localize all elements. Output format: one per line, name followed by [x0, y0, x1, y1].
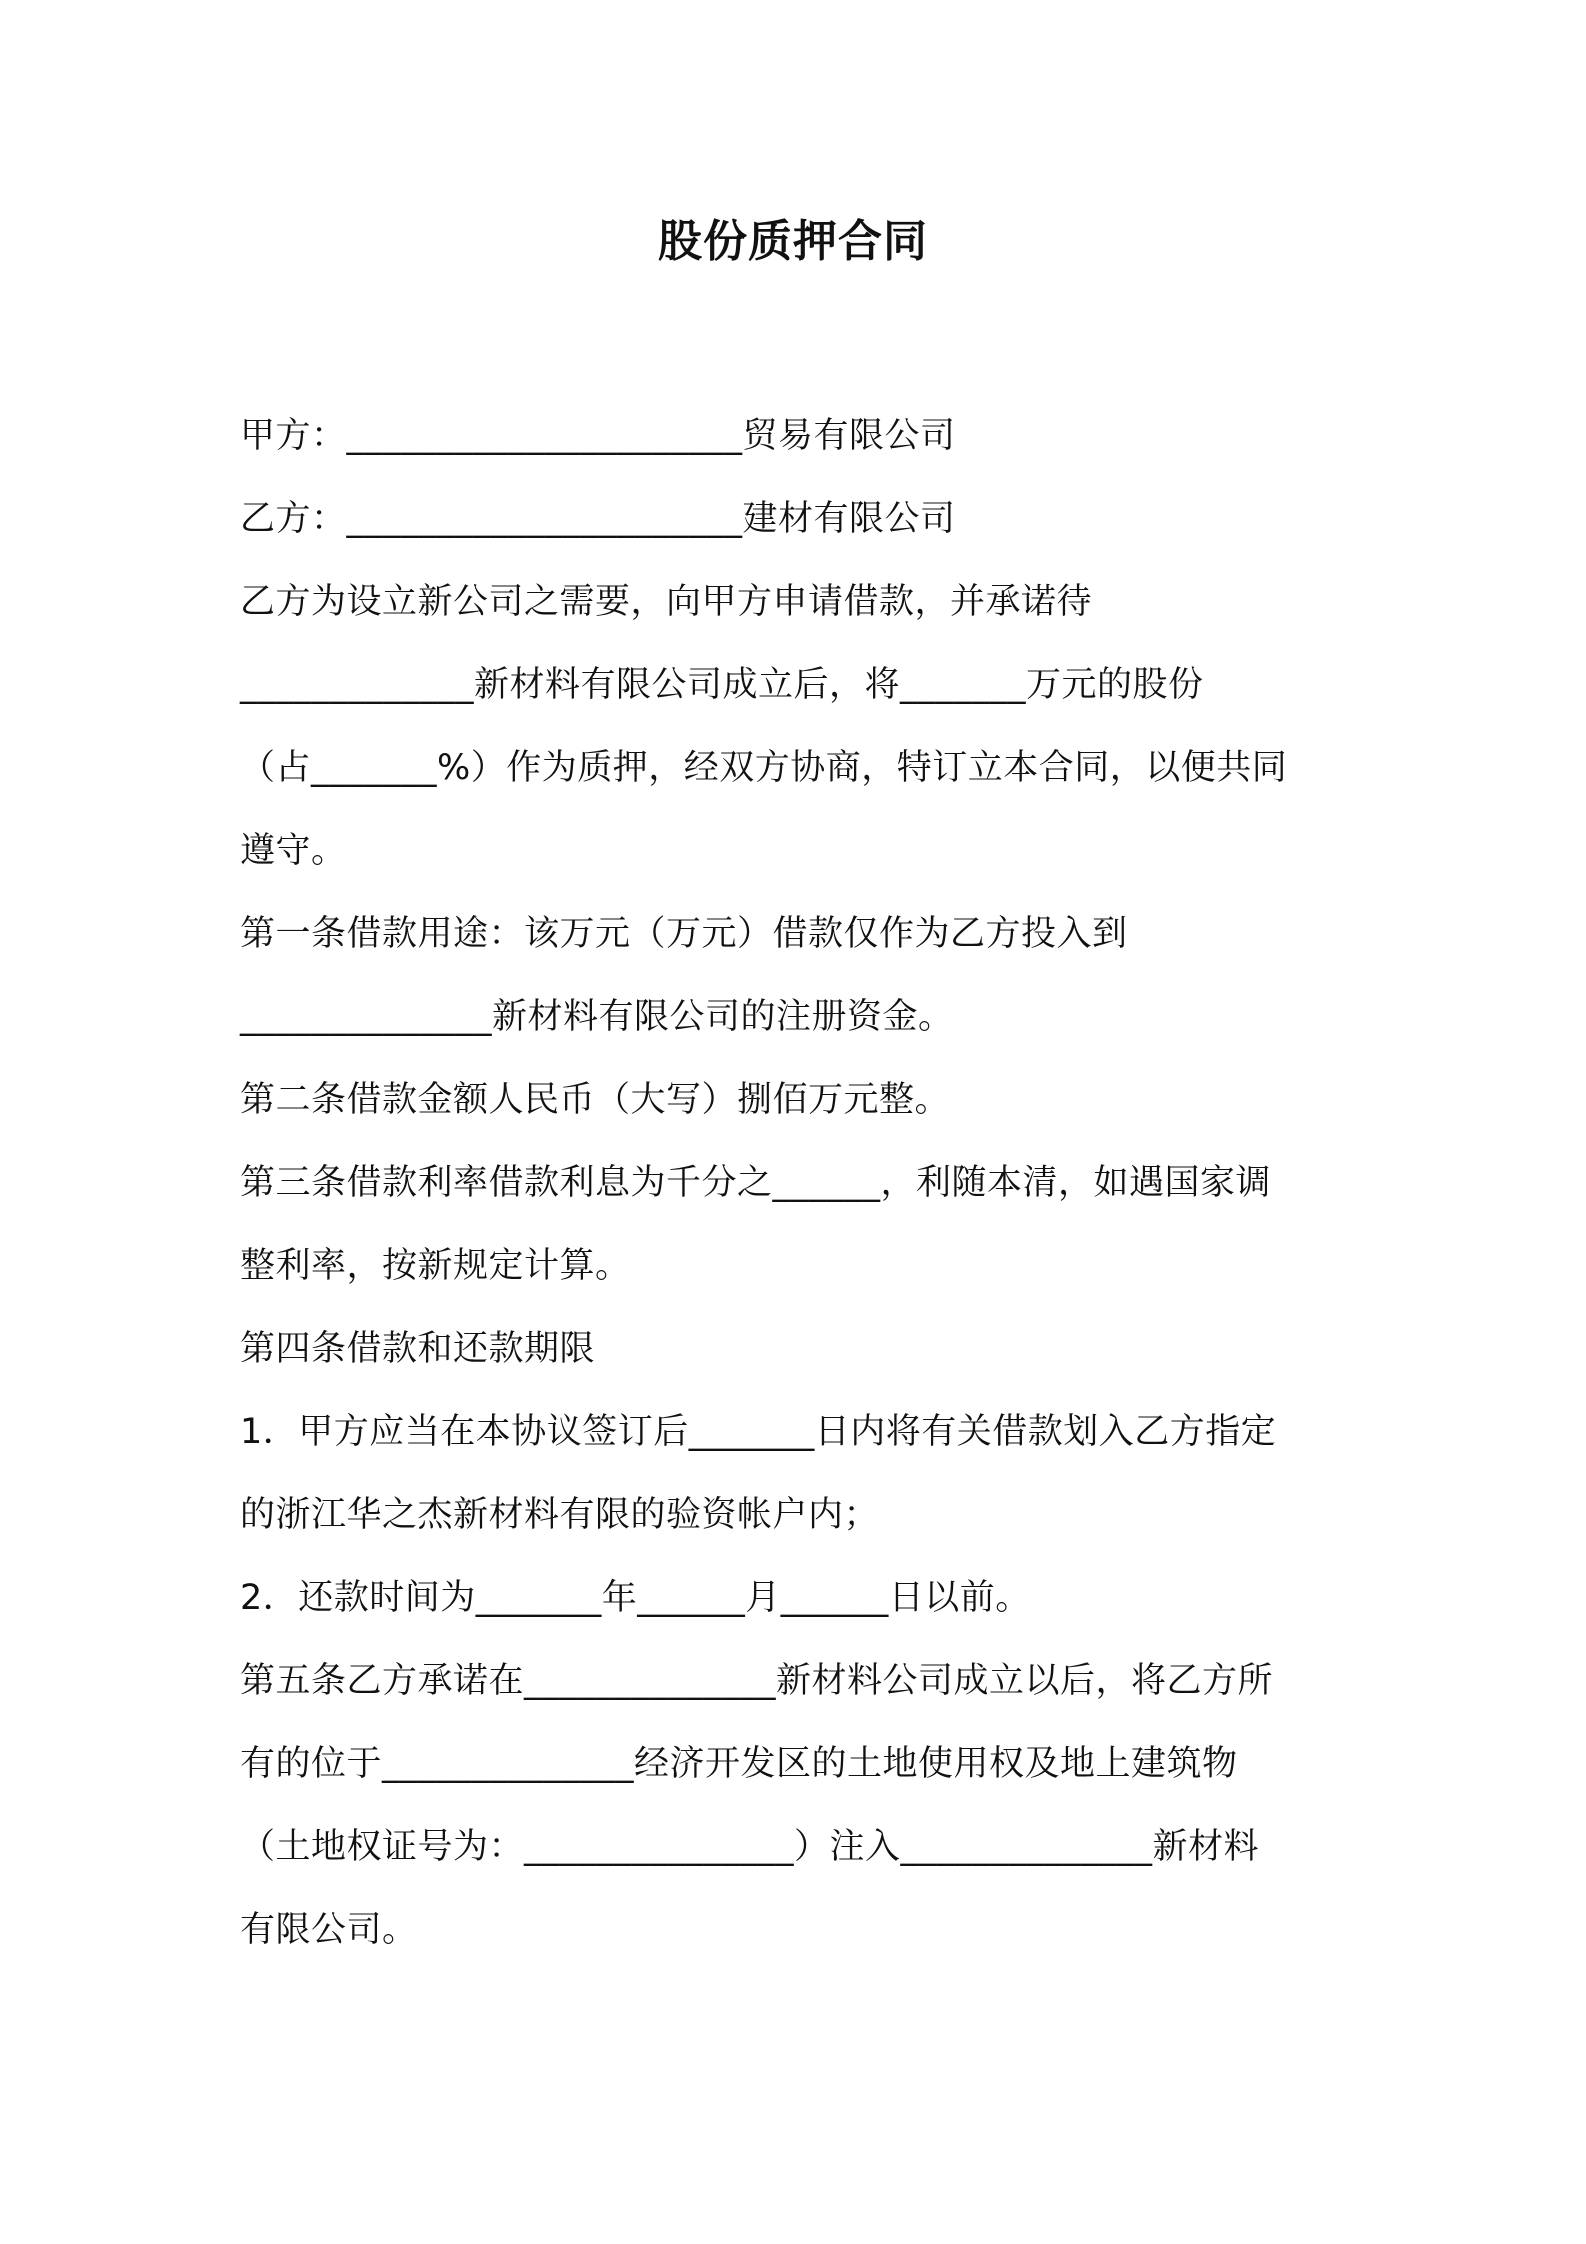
article-4-item-1-line-1: 1．甲方应当在本协议签订后_______日内将有关借款划入乙方指定 — [240, 1412, 1277, 1452]
article-1-line-1: 第一条借款用途：该万元（万元）借款仅作为乙方投入到 — [240, 914, 1128, 954]
article-5-line-1: 第五条乙方承诺在______________新材料公司成立以后，将乙方所 — [240, 1661, 1274, 1701]
article-2-line: 第二条借款金额人民币（大写）捌佰万元整。 — [240, 1080, 951, 1120]
article-4-item-2-line: 2．还款时间为_______年______月______日以前。 — [240, 1578, 1031, 1618]
party-a-line: 甲方：______________________贸易有限公司 — [240, 416, 956, 456]
article-4-item-1-line-2: 的浙江华之杰新材料有限的验资帐户内； — [240, 1495, 880, 1535]
preamble-line-2: _____________新材料有限公司成立后，将_______万元的股份 — [240, 665, 1204, 705]
preamble-line-3: （占_______%）作为质押，经双方协商，特订立本合同，以便共同 — [240, 748, 1288, 788]
article-5-line-3: （土地权证号为：_______________）注入______________新材料 — [240, 1827, 1260, 1867]
preamble-line-4: 遵守。 — [240, 831, 347, 871]
article-3-line-2: 整利率，按新规定计算。 — [240, 1246, 631, 1286]
article-5-line-4: 有限公司。 — [240, 1910, 418, 1950]
article-3-line-1: 第三条借款利率借款利息为千分之______，利随本清，如遇国家调 — [240, 1163, 1272, 1203]
preamble-line-1: 乙方为设立新公司之需要，向甲方申请借款，并承诺待 — [240, 582, 1093, 622]
article-4-heading: 第四条借款和还款期限 — [240, 1329, 596, 1369]
party-b-line: 乙方：______________________建材有限公司 — [240, 499, 956, 539]
article-5-line-2: 有的位于______________经济开发区的土地使用权及地上建筑物 — [240, 1744, 1238, 1784]
article-1-line-2: ______________新材料有限公司的注册资金。 — [240, 997, 954, 1037]
document-title: 股份质押合同 — [658, 216, 928, 267]
